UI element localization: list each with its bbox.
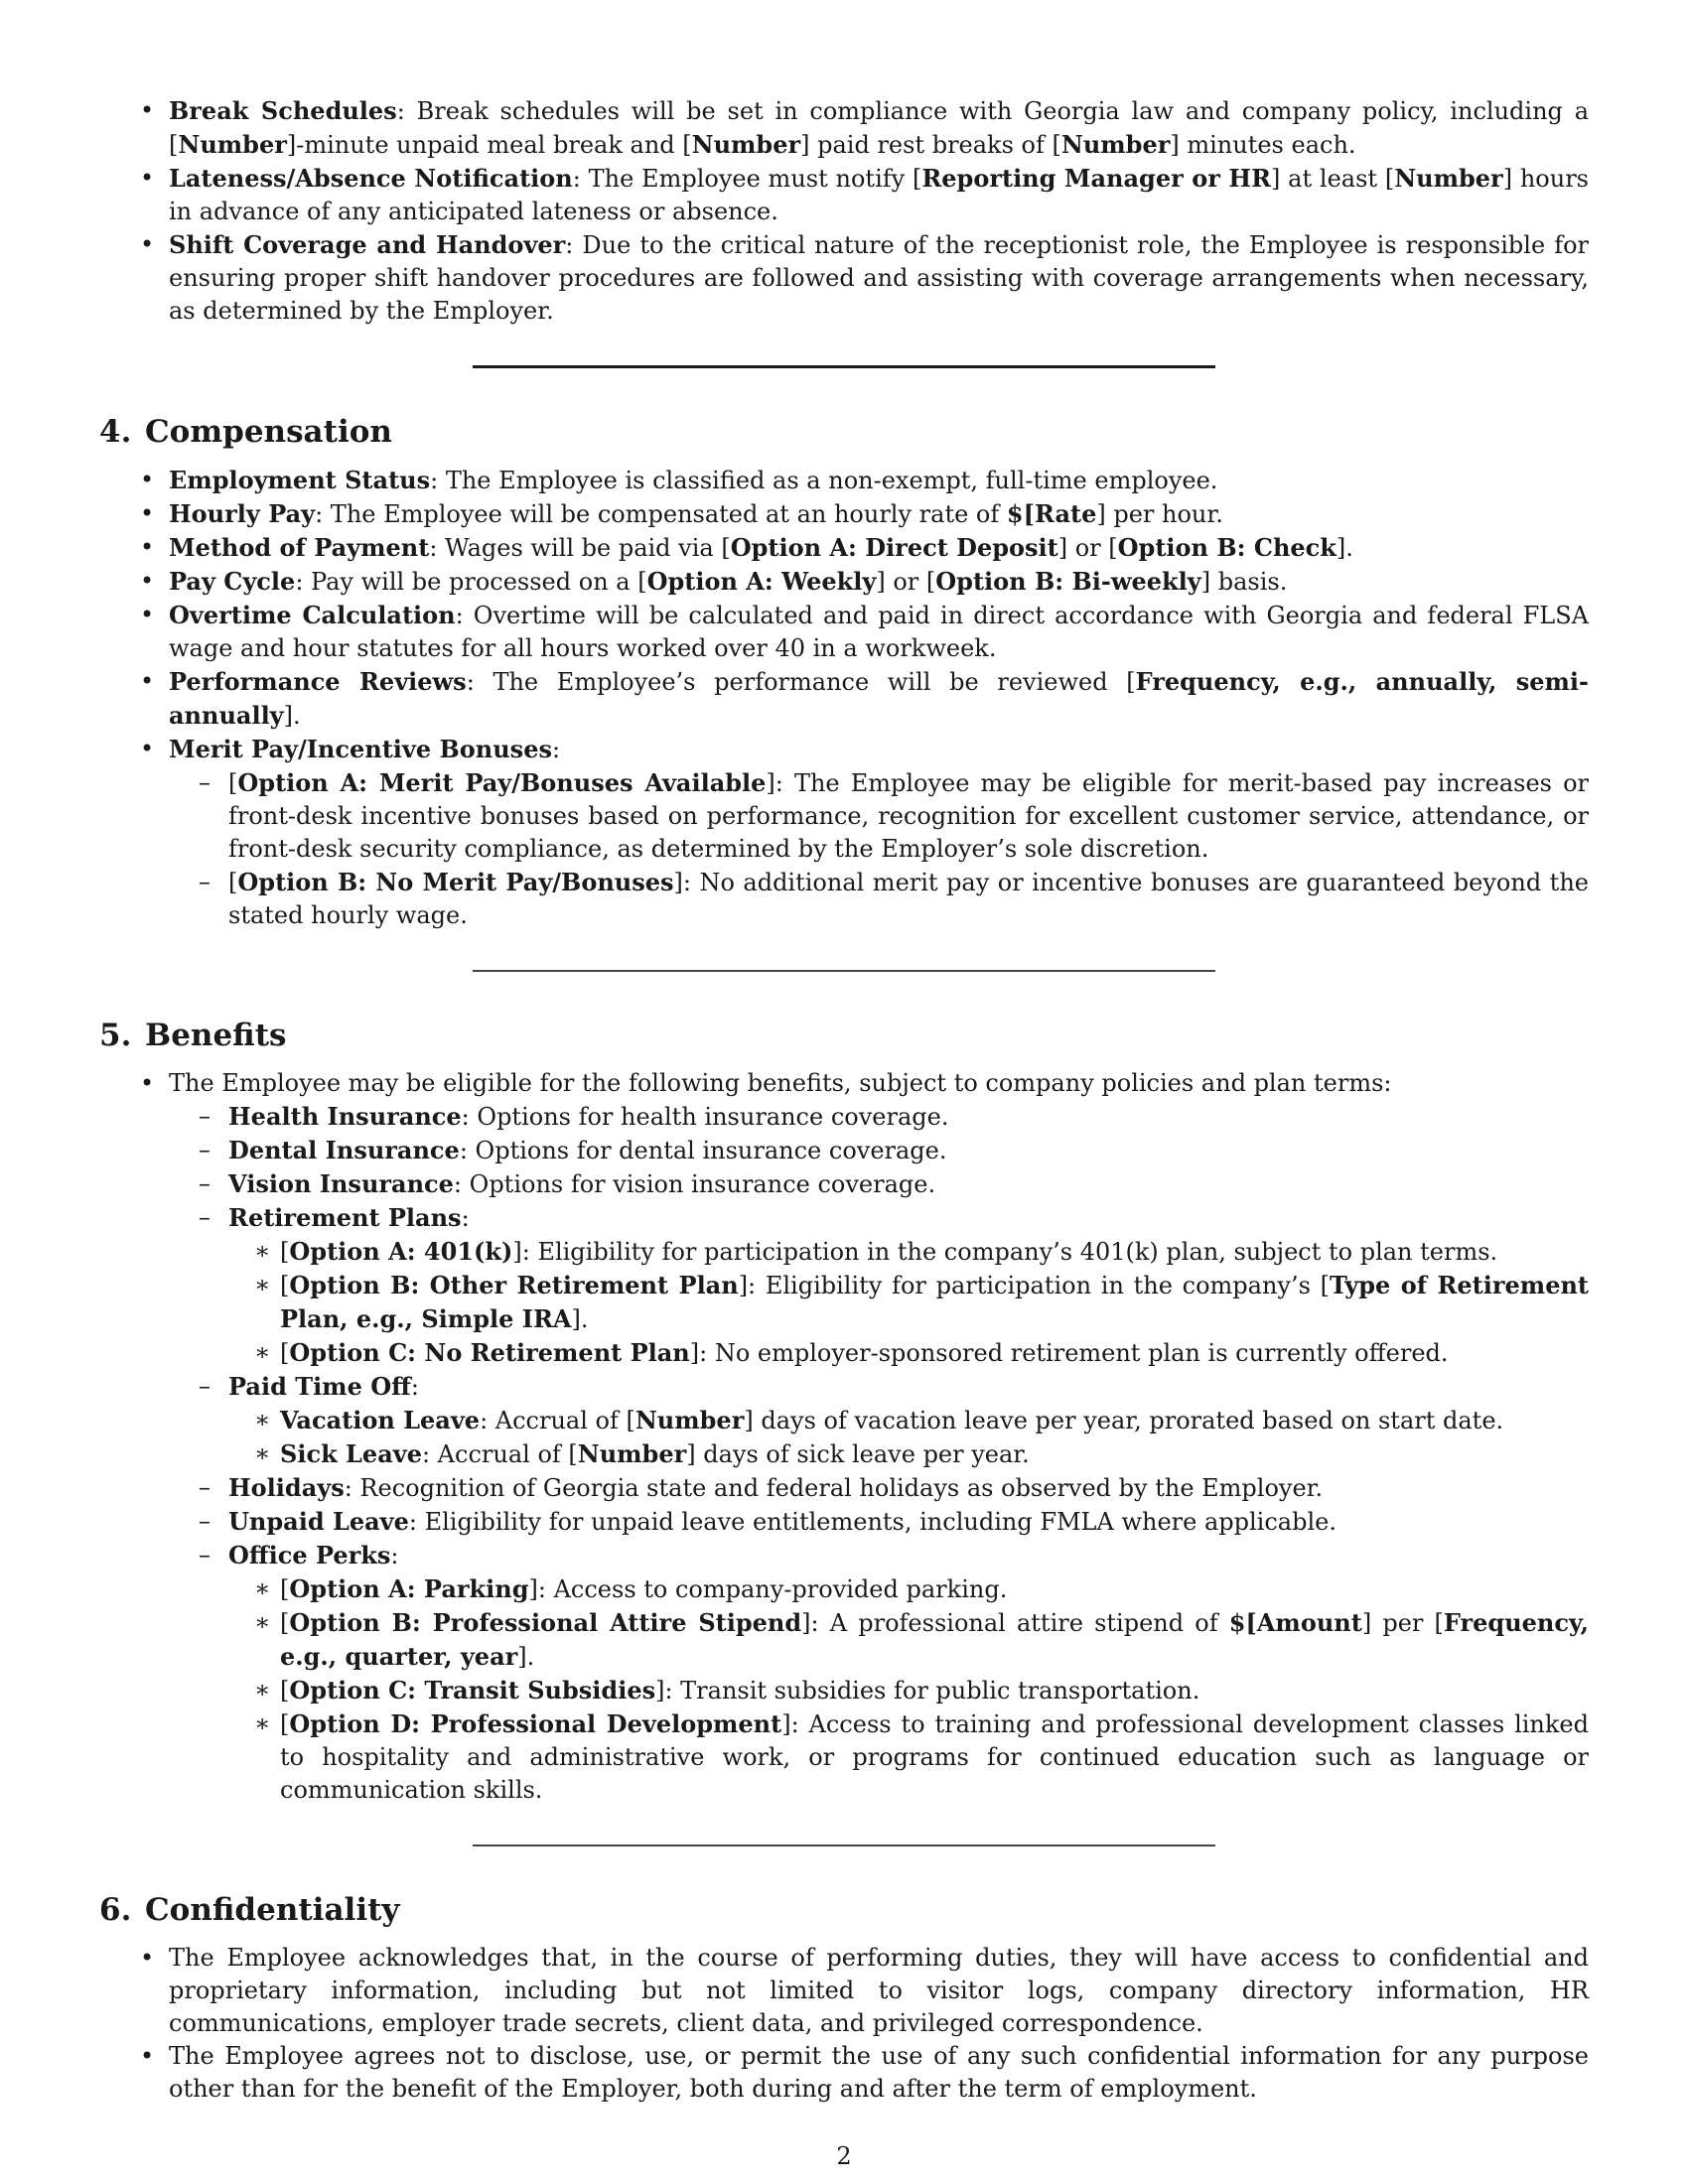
list-item: • Shift Coverage and Handover: Due to the critical nature of the receptionist role, the Employee is responsible for ensuring proper shift handover procedures are followed and assisting with coverage arrangements when necessary, as determined by the Employer. (99, 228, 1589, 328)
list-item: – Paid Time Off: ∗ Vacation Leave: Accrual of [Number] days of vacation leave per year, prorated based on start date. ∗ Sick Leave: Accrual of [Number] days of sick leave per year. (169, 1370, 1589, 1471)
merit-pay-options (169, 766, 1589, 932)
list-item: • The Employee agrees not to disclose, use, or permit the use of any such confidential information for any purpose other than for the benefit of the Employer, both during and after the term of employment. (99, 2040, 1589, 2106)
list-item: ∗ [Option A: 401(k)]: Eligibility for participation in the company’s 401(k) plan, subject to plan terms. (228, 1235, 1589, 1269)
benefits-list (99, 1067, 1589, 1807)
list-item: – Holidays: Recognition of Georgia state and federal holidays as observed by the Employer. (169, 1471, 1589, 1505)
perks-options (228, 1572, 1589, 1807)
section-heading-confidentiality: 6. Confidentiality (99, 1892, 400, 1928)
list-item: ∗ [Option B: Professional Attire Stipend]: A professional attire stipend of $[Amount] per [Frequency, e.g., quarter, year]. (228, 1606, 1589, 1674)
list-item: ∗ [Option D: Professional Development]: Access to training and professional development classes linked to hospitality and administrative work, or programs for continued education such as language or communication skills. (228, 1707, 1589, 1807)
list-item: ∗ Sick Leave: Accrual of [Number] days of sick leave per year. (228, 1437, 1589, 1471)
list-item: • The Employee may be eligible for the following benefits, subject to company policies and plan terms: – Health Insurance: Options for health insurance coverage. – Dental Insurance: Options for dental insurance coverage. – Vision Insurance: Options for vision insurance coverage. – Retirement Plans: ∗ [Option A: 401(k)]: Eligibility for participation in the company’s 401(k) plan, subject to plan terms. ∗ [Option B: Other Retirement Plan]: Eligibility for participation in the company’s [Type of Retirement Plan, e.g., Simple IRA]. ∗ [Option C: No Retirement Plan]: No employer-sponsored retirement plan is currently offered. – Paid Time Off: ∗ Vacation Leave: Accrual of [Number] days of vacation leave per year, prorated based on start date. ∗ Sick Leave: Accrual of [Number] days of sick leave per year. – Holidays: Recognition of Georgia state and federal holidays as observed by the Employer. – Unpaid Leave: Eligibility for unpaid leave entitlements, including FMLA where applicable. – Office Perks: ∗ [Option A: Parking]: Access to company-provided parking. ∗ [Option B: Professional Attire Stipend]: A professional attire stipend of $[Amount] per [Frequency, e.g., quarter, year]. ∗ [Option C: Transit Subsidies]: Transit subsidies for public transportation. ∗ [Option D: Professional Development]: Access to training and professional development classes linked to hospitality and administrative work, or programs for continued education such as language or communication skills. (99, 1067, 1589, 1807)
section-heading-compensation: 4. Compensation (99, 414, 392, 450)
list-item: • Overtime Calculation: Overtime will be calculated and paid in direct accordance with Georgia and federal FLSA wage and hour statutes for all hours worked over 40 in a workweek. (99, 599, 1589, 665)
schedule-list (99, 94, 1589, 328)
list-item: • The Employee acknowledges that, in the course of performing duties, they will have access to confidential and proprietary information, including but not limited to visitor logs, company directory information, HR communications, employer trade secrets, client data, and privileged correspondence. (99, 1942, 1589, 2040)
list-item: ∗ [Option C: No Retirement Plan]: No employer-sponsored retirement plan is currently offered. (228, 1336, 1589, 1370)
list-item: • Method of Payment: Wages will be paid via [Option A: Direct Deposit] or [Option B: Check]. (99, 531, 1589, 565)
page-content (99, 94, 1589, 2106)
pto-options (228, 1404, 1589, 1471)
list-item: ∗ [Option B: Other Retirement Plan]: Eligibility for participation in the company’s [Type of Retirement Plan, e.g., Simple IRA]. (228, 1269, 1589, 1336)
benefit-types (169, 1100, 1589, 1807)
list-item: – Office Perks: ∗ [Option A: Parking]: Access to company-provided parking. ∗ [Option B: Professional Attire Stipend]: A professional attire stipend of $[Amount] per [Frequency, e.g., quarter, year]. ∗ [Option C: Transit Subsidies]: Transit subsidies for public transportation. ∗ [Option D: Professional Development]: Access to training and professional development classes linked to hospitality and administrative work, or programs for continued education such as language or communication skills. (169, 1539, 1589, 1807)
list-item: • Lateness/Absence Notification: The Employee must notify [Reporting Manager or HR] at least [Number] hours in advance of any anticipated lateness or absence. (99, 162, 1589, 228)
list-item: – Vision Insurance: Options for vision insurance coverage. (169, 1167, 1589, 1201)
list-item: – [Option B: No Merit Pay/Bonuses]: No additional merit pay or incentive bonuses are guaranteed beyond the stated hourly wage. (169, 866, 1589, 932)
list-item: • Performance Reviews: The Employee’s performance will be reviewed [Frequency, e.g., annually, semi-annually]. (99, 665, 1589, 733)
list-item: ∗ [Option A: Parking]: Access to company-provided parking. (228, 1572, 1589, 1606)
list-item: – [Option A: Merit Pay/Bonuses Available]: The Employee may be eligible for merit-based pay increases or front-desk incentive bonuses based on performance, recognition for excellent customer service, attendance, or front-desk security compliance, as determined by the Employer’s sole discretion. (169, 766, 1589, 866)
confidentiality-list (99, 1942, 1589, 2106)
list-item: • Break Schedules: Break schedules will be set in compliance with Georgia law and company policy, including a [Number]-minute unpaid meal break and [Number] paid rest breaks of [Number] minutes each. (99, 94, 1589, 162)
list-item: – Health Insurance: Options for health insurance coverage. (169, 1100, 1589, 1134)
list-item: – Retirement Plans: ∗ [Option A: 401(k)]: Eligibility for participation in the company’s 401(k) plan, subject to plan terms. ∗ [Option B: Other Retirement Plan]: Eligibility for participation in the company’s [Type of Retirement Plan, e.g., Simple IRA]. ∗ [Option C: No Retirement Plan]: No employer-sponsored retirement plan is currently offered. (169, 1201, 1589, 1370)
list-item: • Employment Status: The Employee is classified as a non-exempt, full-time employee. (99, 464, 1589, 497)
retirement-options (228, 1235, 1589, 1370)
list-item: • Pay Cycle: Pay will be processed on a [Option A: Weekly] or [Option B: Bi-weekly] basis. (99, 565, 1589, 599)
list-item: ∗ Vacation Leave: Accrual of [Number] days of vacation leave per year, prorated based on start date. (228, 1404, 1589, 1437)
compensation-list (99, 464, 1589, 932)
list-item: • Hourly Pay: The Employee will be compensated at an hourly rate of $[Rate] per hour. (99, 497, 1589, 531)
section-heading-benefits: 5. Benefits (99, 1018, 287, 1053)
page-number: 2 (836, 2142, 852, 2170)
list-item: • Merit Pay/Incentive Bonuses: – [Option A: Merit Pay/Bonuses Available]: The Employee may be eligible for merit-based pay increases or front-desk incentive bonuses based on performance, recognition for excellent customer service, attendance, or front-desk security compliance, as determined by the Employer’s sole discretion. – [Option B: No Merit Pay/Bonuses]: No additional merit pay or incentive bonuses are guaranteed beyond the stated hourly wage. (99, 733, 1589, 932)
list-item: – Dental Insurance: Options for dental insurance coverage. (169, 1134, 1589, 1167)
list-item: ∗ [Option C: Transit Subsidies]: Transit subsidies for public transportation. (228, 1674, 1589, 1707)
list-item: – Unpaid Leave: Eligibility for unpaid leave entitlements, including FMLA where applicable. (169, 1505, 1589, 1539)
